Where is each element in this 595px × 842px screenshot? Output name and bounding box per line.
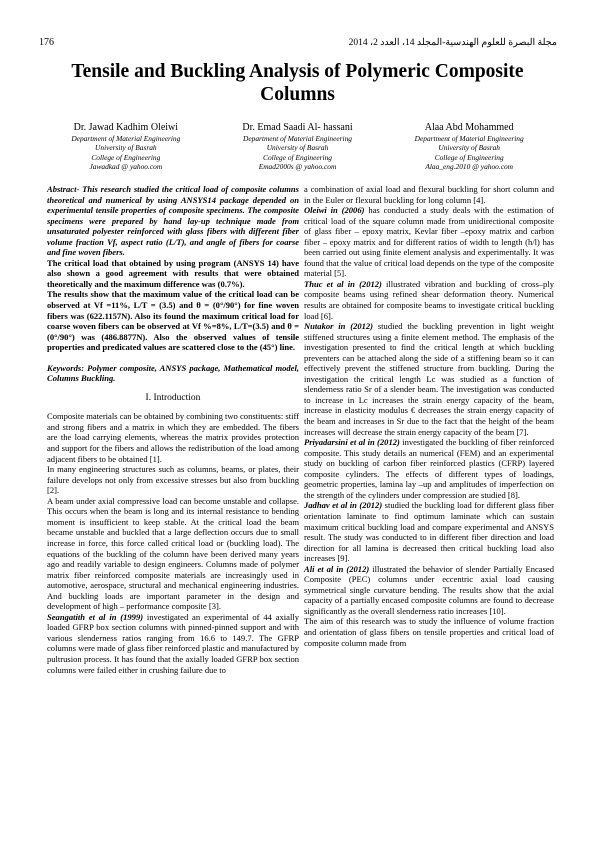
author-college: College of Engineering <box>434 152 504 162</box>
author-univ: University of Basrah <box>438 143 500 153</box>
reference-paragraph <box>304 321 554 437</box>
reference-paragraph <box>304 205 554 279</box>
reference-text: investigated an experimental of 44 axially loaded GFRP box section columns with pinned-pinned support and with various slenderness ratios ranging from 16.6 to 149.7. The GFRP columns were made of glass fiber reinforced plastic and manufactured by pultrusion process. It has found that the axially loaded GFRP box section columns were failed either in crushing failure due to <box>47 611 299 675</box>
author-name: Dr. Jawad Kadhim Oleiwi <box>73 122 179 133</box>
author-block <box>383 121 555 171</box>
reference-text: illustrated the behavior of slender Partially Encased Composite (PEC) columns under eccentric axial load causing symmetrical single curvature bending. The results show that the axial capacity of a partially encased composite columns are found to decrease significantly as the overall slenderness ratio increases [10]. <box>304 563 554 616</box>
author-name: Dr. Emad Saadi Al- hassani <box>242 122 353 133</box>
body-paragraph: a combination of axial load and flexural buckling for short column and in the Euler or flexural buckling for long column [4]. <box>304 184 554 205</box>
author-block <box>212 121 384 171</box>
body-paragraph: In many engineering structures such as columns, beams, or plates, their failure develops not only from excessive stresses but also from buckling [2]. <box>47 464 299 496</box>
reference-author: Nutakor in (2012) <box>304 321 374 332</box>
right-column <box>304 184 554 648</box>
author-college: College of Engineering <box>263 152 332 162</box>
author-univ: University of Basrah <box>95 143 157 153</box>
keywords: Keywords: Polymer composite, ANSYS package, Mathematical model, Columns Buckling. <box>47 362 299 384</box>
reference-paragraph <box>47 612 299 675</box>
body-paragraph: Composite materials can be obtained by combining two constituents: stiff and strong fibers and a matrix in which they are embedded. The fibers are the load carrying elements, whereas the matrix provides protection and support for the fibers and allows the redistribution of the load among adjacent fibers to be obtained [1]. <box>47 411 299 464</box>
page-number: 176 <box>39 37 54 48</box>
author-dept: Department of Material Engineering <box>414 134 524 143</box>
abstract-paragraph: Abstract- This research studied the critical load of composite columns theoretical and numerical by using ANSYS14 package depended on experimental tensile properties of composite specimens. The composite specimens were prepared by hand lay-up technique made from unsaturated polyester reinforced with glass fibers with different fiber volume fraction Vf, aspect ratio (L/T), and angle of fibers for coarse and fine woven fibers. <box>47 184 299 258</box>
reference-author: Seangatith et al in (1999) <box>47 611 144 622</box>
reference-paragraph <box>304 564 554 617</box>
author-block <box>40 121 212 171</box>
reference-paragraph <box>304 279 554 321</box>
reference-text: has conducted a study deals with the estimation of critical load of the square column made from unidirectional composite of glass fiber – epoxy matrix, Kevlar fiber –epoxy matrix and carbon fiber – epoxy matrix and for different ratios of width to length (h/l) has been carried out using finite element analysis and experimentally. It was found that the value of critical load depends on the type of the composite material [5]. <box>304 205 555 279</box>
author-email: Jawadkad @ yahoo.com <box>89 161 163 171</box>
body-paragraph: The aim of this research was to study the influence of volume fraction and orientation of glass fibers on tensile properties and critical load of composite column made from <box>304 616 554 648</box>
reference-text: studied the buckling load for different glass fiber orientation laminate to find optimum laminate which can sustain maximum critical buckling load and compare experimental and ANSYS result. The study was conducted to in different fiber direction and load direction for all lamina is decreased then critical buckling load also increases [9]. <box>304 500 555 564</box>
author-dept: Department of Material Engineering <box>71 134 181 143</box>
author-name: Alaa Abd Mohammed <box>424 122 514 133</box>
author-email: Alaa_eng.2010 @ yahoo.com <box>425 161 514 171</box>
reference-author: Priyadarsini et al in (2012) <box>304 437 400 448</box>
reference-text: illustrated vibration and buckling of cross–ply composite beams using refined shear deformation theory. Numerical results are obtained for composite beams to investigate critical buckling load [6]. <box>304 278 554 321</box>
author-email: Emad2000s @ yahoo.com <box>258 161 337 171</box>
authors <box>40 121 555 171</box>
paper-title: Tensile and Buckling Analysis of Polymeric Composite Columns <box>71 61 524 105</box>
abstract-paragraph: The critical load that obtained by using program (ANSYS 14) have also shown a good agreement with results that were obtained theoretically and the maximum difference was (0.7%). <box>47 257 299 289</box>
reference-author: Ali et al in (2012) <box>304 563 370 574</box>
author-dept: Department of Material Engineering <box>243 134 352 143</box>
author-college: College of Engineering <box>91 152 161 162</box>
reference-author: Oleiwi in (2006) <box>304 205 365 216</box>
reference-paragraph <box>304 500 554 563</box>
left-column <box>47 184 299 675</box>
reference-author: Thuc et al in (2012) <box>304 278 382 289</box>
abstract-paragraph: The results show that the maximum value of the critical load can be observed at Vf =11%, L/T = (3.5) and θ = (0°/90°) for fine woven fibers was (622.1157N). Also its found the maximum critical load for coarse woven fibers can be observed at Vf %=8%, L/T=(3.5) and θ = (0°/90°) was (486.8877N). Also the observed values of tensile properties and predicated values are scattered close to the (45°) line. <box>47 289 299 353</box>
reference-author: Jadhav et al in (2012) <box>304 500 383 511</box>
reference-text: investigated the buckling of fiber reinforced composite. This study details an numerical (FEM) and an experimental study on buckling of carbon fiber reinforced plastics (CFRP) layered composite cylinders. The effects of different types of loadings, geometric properties, lamina lay –up and amplitudes of imperfection on the strength of the cylinders under compression are studied [8]. <box>304 437 554 500</box>
reference-paragraph <box>304 437 554 500</box>
reference-text: studied the buckling prevention in light weight stiffened structures using a finite element method. The emphasis of the investigation presented to find the critical length at which buckling preventers can be attached along the side of a stiffening beam so it can effectively prevent the stiffened structure from buckling. During the investigation the critical length Lc was studied as a function of slenderness ratio Sr of a slender beam. The investigation was conducted to increase in Lc increases the strain energy capacity of the beam, increase in elasticity modulus € decreases the strain energy capacity of the beam and increases in Sr due to the fact that the height of the beam increases will decrease the strain energy capacity of the beam [7]. <box>304 321 554 437</box>
journal-header: مجلة البصرة للعلوم الهندسية-المجلد 14، العدد 2، 2014 <box>348 38 557 48</box>
body-paragraph: A beam under axial compressive load can become unstable and collapse. This occurs when the beam is long and its internal resistance to bending moment is insufficient to keep stable. At the critical load the beam became unstable and buckled that a large deflection occurs due to small increase in force, this force called critical load or (buckling load). The equations of the buckling of the column have been derived many years ago and readily variable to design engineers. Columns made of polymer matrix fiber reinforced composite materials are increasingly used in automotive, aerospace, structural and mechanical engineering industries. And buckling loads are important parameter in the design and development of high – performance composite [3]. <box>47 495 299 612</box>
section-heading: I. Introduction <box>145 392 201 403</box>
author-univ: University of Basrah <box>266 143 329 153</box>
